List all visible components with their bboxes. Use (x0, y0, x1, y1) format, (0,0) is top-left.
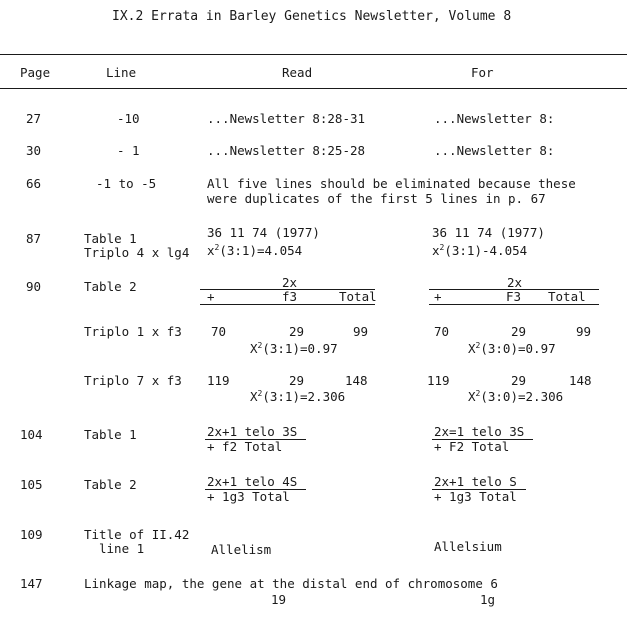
row-27-page: 27 (26, 111, 42, 126)
row-87-for-chi: $x^2(3:1)-4.054$ (432, 242, 528, 258)
triplo1-for-n2: 29 (511, 324, 527, 339)
row-87-for-nums: 36 11 74 (1977) (432, 225, 545, 240)
row-90-for-head: 2x (507, 275, 523, 290)
row-90-read-c1: + (207, 289, 215, 304)
row-30-page: 30 (26, 143, 42, 158)
triplo7-read-n1: 119 (207, 373, 230, 388)
row-109-line2: line 1 (99, 541, 145, 556)
row-87-page: 87 (26, 231, 42, 246)
row-90-for-c1: + (434, 289, 442, 304)
col-header-read: Read (282, 65, 313, 80)
triplo7-label: Triplo 7 x f3 (84, 373, 182, 388)
row-90-for-c2: F3 (506, 289, 522, 304)
row-30-read: ...Newsletter 8:25-28 (207, 143, 366, 158)
row-104-for-line1: 2x=1 telo 3S (434, 424, 525, 439)
triplo7-for-n2: 29 (511, 373, 527, 388)
triplo7-read-chi: $X^2(3:1)=2.306$ (250, 388, 346, 404)
row-90-for-rule2 (429, 304, 599, 305)
row-104-page: 104 (20, 427, 43, 442)
row-90-read-c2: f3 (282, 289, 298, 304)
triplo1-read-n3: 99 (353, 324, 369, 339)
triplo1-read-n1: 70 (211, 324, 227, 339)
header-bottom-rule (0, 88, 627, 89)
row-27-read: ...Newsletter 8:28-31 (207, 111, 366, 126)
row-30-for: ...Newsletter 8: (434, 143, 555, 158)
triplo1-for-n3: 99 (576, 324, 592, 339)
row-87-line1: Table 1 (84, 231, 137, 246)
row-105-read-line2: + 1g3 Total (207, 489, 290, 504)
row-147-for: 1g (480, 592, 496, 607)
row-30-line: - 1 (117, 143, 140, 158)
row-90-read-rule2 (200, 304, 375, 305)
header-top-rule (0, 54, 627, 55)
row-87-read-nums: 36 11 74 (1977) (207, 225, 320, 240)
row-109-page: 109 (20, 527, 43, 542)
row-27-for: ...Newsletter 8: (434, 111, 555, 126)
triplo7-for-n1: 119 (427, 373, 450, 388)
row-90-line: Table 2 (84, 279, 137, 294)
col-header-page: Page (20, 65, 51, 80)
triplo1-read-chi: $X^2(3:1)=0.97$ (250, 340, 338, 356)
row-90-page: 90 (26, 279, 42, 294)
triplo7-read-n2: 29 (289, 373, 305, 388)
row-105-for-line2: + 1g3 Total (434, 489, 517, 504)
triplo1-read-n2: 29 (289, 324, 305, 339)
row-104-for-line2: + F2 Total (434, 439, 510, 454)
row-66-read-line1: All five lines should be eliminated because these (207, 176, 576, 191)
col-header-line: Line (106, 65, 137, 80)
row-109-line1: Title of II.42 (84, 527, 190, 542)
page-title: IX.2 Errata in Barley Genetics Newsletter, Volume 8 (112, 9, 512, 24)
row-90-read-head: 2x (282, 275, 298, 290)
row-66-read-line2: were duplicates of the first 5 lines in p. 67 (207, 191, 546, 206)
triplo1-for-n1: 70 (434, 324, 450, 339)
row-147-page: 147 (20, 576, 43, 591)
row-104-line: Table 1 (84, 427, 137, 442)
row-147-line: Linkage map, the gene at the distal end of chromosome 6 (84, 576, 498, 591)
triplo7-read-n3: 148 (345, 373, 368, 388)
row-105-line: Table 2 (84, 477, 137, 492)
triplo7-for-n3: 148 (569, 373, 592, 388)
triplo1-for-chi: $X^2(3:0)=0.97$ (468, 340, 556, 356)
col-header-for: For (471, 65, 494, 80)
row-87-line2: Triplo 4 x lg4 (84, 245, 190, 260)
row-90-for-c3: Total (548, 289, 586, 304)
row-104-read-line1: 2x+1 telo 3S (207, 424, 298, 439)
row-109-read: Allelism (211, 542, 272, 557)
row-90-read-c3: Total (339, 289, 377, 304)
row-147-read: 19 (271, 592, 287, 607)
row-105-read-line1: 2x+1 telo 4S (207, 474, 298, 489)
row-105-for-line1: 2x+1 telo S (434, 474, 517, 489)
triplo1-label: Triplo 1 x f3 (84, 324, 182, 339)
row-66-line: -1 to -5 (96, 176, 157, 191)
row-27-line: -10 (117, 111, 140, 126)
row-109-for: Allelsium (434, 539, 502, 554)
row-87-read-chi: $x^2(3:1)=4.054$ (207, 242, 303, 258)
row-104-read-line2: + f2 Total (207, 439, 283, 454)
row-66-page: 66 (26, 176, 42, 191)
triplo7-for-chi: $X^2(3:0)=2.306$ (468, 388, 564, 404)
row-105-page: 105 (20, 477, 43, 492)
